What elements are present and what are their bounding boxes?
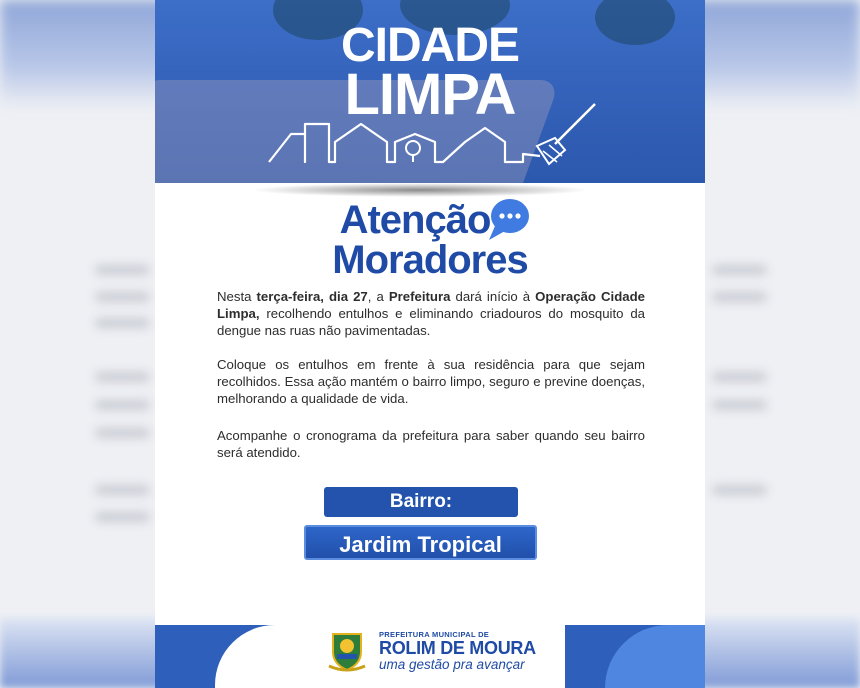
blurred-text-line [712,400,767,410]
blurred-text-line [95,400,150,410]
municipal-crest-icon [325,628,369,672]
text-span: , a [367,289,389,304]
text-span: recolhendo entulhos e eliminando criadouros do mosquito da dengue nas ruas não pavimentadas. [217,306,645,338]
paragraph-instructions: Coloque os entulhos em frente à sua residência para que sejam recolhidos. Essa ação mantém o bairro limpo, seguro e previne doenças, melhorando a qualidade de vida. [217,357,645,406]
prefeitura-caption: PREFEITURA MUNICIPAL DE [379,630,490,639]
heading-line1: Atenção [339,198,491,242]
bairro-label-badge: Bairro: [324,487,518,517]
bold-date: terça-feira, dia 27 [256,289,368,304]
banner-shadow [250,183,590,197]
blurred-text-line [95,265,150,275]
blurred-text-line [95,512,150,522]
text-span: Nesta [217,289,257,304]
slogan: uma gestão pra avançar [379,657,525,672]
blurred-text-line [95,428,150,438]
blurred-text-line [712,265,767,275]
text-span: dará início à [450,289,536,304]
blurred-text-line [712,292,767,302]
blurred-text-line [95,318,150,328]
blurred-text-line [95,292,150,302]
blurred-text-line [95,372,150,382]
chat-bubble-icon [485,196,531,242]
hero-banner [155,0,705,183]
city-skyline-broom-icon [265,98,605,168]
blurred-text-line [712,372,767,382]
municipality-name: ROLIM DE MOURA [379,638,536,658]
poster [155,0,705,688]
hero-title-line2: LIMPA [344,62,516,127]
blurred-text-line [95,485,150,495]
heading-line2: Moradores [332,238,528,282]
paragraph-intro [217,288,645,339]
paragraph-schedule: Acompanhe o cronograma da prefeitura para saber quando seu bairro será atendido. [217,428,645,460]
blurred-text-line [712,485,767,495]
bold-prefeitura: Prefeitura [388,289,451,304]
bairro-name-badge: Jardim Tropical [304,525,537,560]
bold-operacao: Operação Cidade Limpa, [217,289,645,321]
hero-title-line1: CIDADE [340,19,519,72]
footer [155,625,705,688]
